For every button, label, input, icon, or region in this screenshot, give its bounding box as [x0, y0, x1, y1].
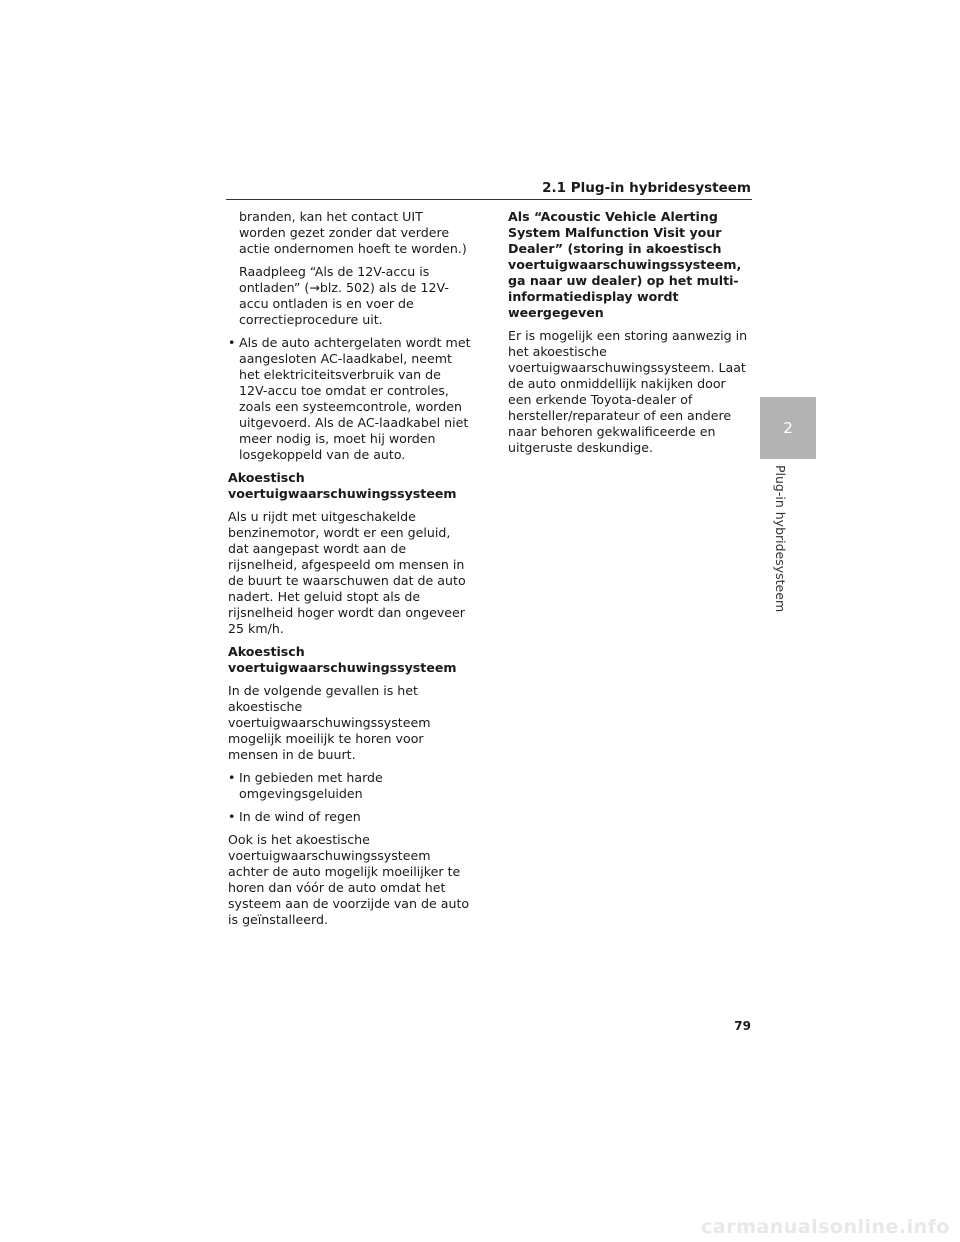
section-heading-3: Als “Acoustic Vehicle Alerting System Malfunction Visit your Dealer” (storing in akoestisch voertuigwaarschuwingssysteem, ga naar uw dealer) op het multi-informatiedisplay wordt weergegeven	[508, 209, 742, 320]
list-item-text: In gebieden met harde omgevingsgeluiden	[239, 770, 383, 801]
right-column	[508, 209, 748, 463]
list-item-text: Als de auto achtergelaten wordt met aangesloten AC-laadkabel, neemt het elektriciteitsverbruik van de 12V-accu toe omdat er controles, zoals een systeemcontrole, worden uitgevoerd. Als de AC-laadkabel niet meer nodig is, moet hij worden losgekoppeld van de auto.	[239, 335, 471, 462]
bullet-icon: •	[228, 335, 236, 350]
intro-paragraph-2: Raadpleeg “Als de 12V-accu is ontladen” (→blz. 502) als de 12V-accu ontladen is en voer de correctieprocedure uit.	[239, 264, 449, 327]
paragraph-4: Er is mogelijk een storing aanwezig in het akoestische voertuigwaarschuwingssysteem. Laat de auto onmiddellijk nakijken door een erkende Toyota-dealer of hersteller/reparateur of een andere naar behoren gekwalificeerde en uitgeruste deskundige.	[508, 328, 748, 455]
intro-paragraph-1: branden, kan het contact UIT worden gezet zonder dat verdere actie ondernomen hoeft te worden.)	[239, 209, 467, 256]
chapter-tab-label: Plug-in hybridesysteem	[773, 465, 788, 613]
list-item	[228, 335, 472, 463]
paragraph-1: Als u rijdt met uitgeschakelde benzinemotor, wordt er een geluid, dat aangepast wordt aan de rijsnelheid, afgespeeld om mensen in de buurt te waarschuwen dat de auto nadert. Het geluid stopt als de rijsnelheid hoger wordt dan ongeveer 25 km/h.	[228, 509, 466, 636]
paragraph-3: Ook is het akoestische voertuigwaarschuwingssysteem achter de auto mogelijk moeilijker te horen dan vóór de auto omdat het systeem aan de voorzijde van de auto is geïnstalleerd.	[228, 832, 470, 927]
section-heading-1: Akoestisch voertuigwaarschuwingssysteem	[228, 470, 457, 501]
list-item-text: In de wind of regen	[239, 809, 361, 824]
watermark: carmanualsonline.info	[701, 1216, 950, 1238]
chapter-tab: 2	[760, 397, 816, 459]
list-item	[228, 809, 472, 825]
list-item	[228, 770, 472, 802]
header-divider	[226, 199, 752, 200]
section-heading-2: Akoestisch voertuigwaarschuwingssysteem	[228, 644, 457, 675]
section-title: 2.1 Plug-in hybridesysteem	[542, 180, 751, 196]
bullet-icon: •	[228, 770, 236, 785]
bullet-icon: •	[228, 809, 236, 824]
page-number: 79	[734, 1019, 751, 1033]
left-column	[228, 209, 472, 935]
paragraph-2: In de volgende gevallen is het akoestische voertuigwaarschuwingssysteem mogelijk moeilijk te horen voor mensen in de buurt.	[228, 683, 431, 762]
